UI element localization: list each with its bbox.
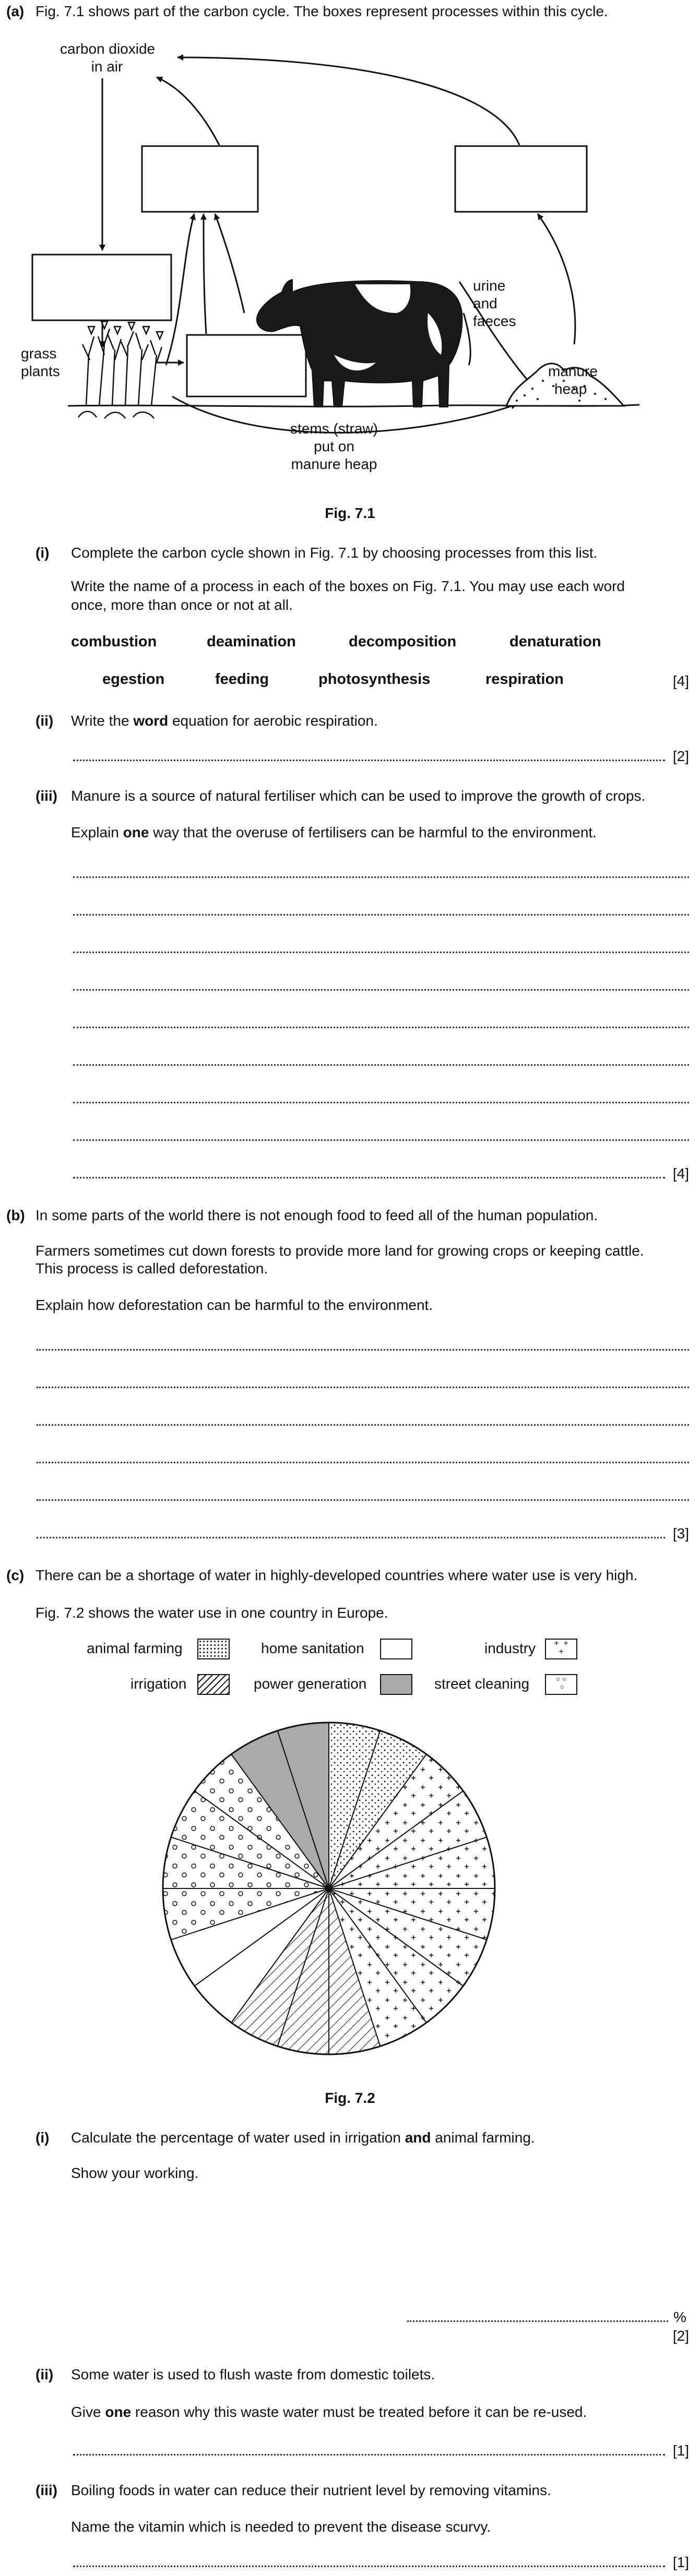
co2-label-line2: in air: [91, 58, 123, 75]
question-c-i-label: (i): [35, 2129, 50, 2146]
legend-swatch-power-generation: [380, 1674, 412, 1695]
marks-c-i: [2]: [672, 2328, 689, 2344]
legend-label-power-generation: power generation: [254, 1676, 367, 1692]
arrow-cow-to-top-left-box: [215, 214, 244, 313]
answer-line-b[interactable]: [37, 1424, 689, 1426]
heap-label-line2: heap: [554, 381, 587, 397]
legend-swatch-irrigation: [197, 1674, 230, 1695]
word-option: deamination: [207, 633, 296, 650]
answer-line-a-iii[interactable]: [73, 1027, 689, 1028]
arrow-bottom-box-to-top-left-box: [204, 214, 206, 334]
stems-label-line3: manure heap: [291, 456, 377, 472]
answer-line-b[interactable]: [37, 1537, 665, 1538]
marks-a-i: [4]: [672, 673, 689, 689]
answer-line-b[interactable]: [37, 1349, 689, 1351]
legend-swatch-street-cleaning: ○ ○ ○: [545, 1674, 577, 1695]
question-a-iii-line1: Manure is a source of natural fertiliser which can be used to improve the growth of crops.: [71, 788, 646, 804]
answer-line-a-ii[interactable]: [73, 760, 665, 761]
question-c-i-line2: Show your working.: [71, 2165, 199, 2181]
fig-7-1-caption: Fig. 7.1: [325, 505, 375, 521]
question-c-iii-label: (iii): [35, 2482, 57, 2498]
answer-line-a-iii[interactable]: [73, 1177, 665, 1178]
stems-label-line2: put on: [314, 438, 354, 454]
stems-label-line1: stems (straw): [290, 420, 378, 437]
answer-line-c-iii[interactable]: [73, 2566, 665, 2567]
carbon-cycle-diagram: [0, 21, 700, 480]
legend-label-industry: industry: [484, 1640, 536, 1656]
question-a-i-line2: Write the name of a process in each of the boxes on Fig. 7.1. You may use each word: [71, 578, 625, 594]
heap-label-line1: manure: [548, 363, 598, 379]
question-c-iii-line2: Name the vitamin which is needed to prevent the disease scurvy.: [71, 2519, 491, 2535]
word-option: denaturation: [509, 633, 601, 650]
legend-swatch-home-sanitation: [380, 1639, 412, 1659]
answer-line-a-iii[interactable]: [73, 1064, 689, 1066]
answer-line-a-iii[interactable]: [73, 876, 689, 878]
answer-line-a-iii[interactable]: [73, 914, 689, 916]
word-option: respiration: [485, 671, 564, 688]
process-box-top-right[interactable]: [455, 146, 587, 212]
question-a-iii-line2: Explain one way that the overuse of fertilisers can be harmful to the environment.: [71, 824, 597, 840]
answer-line-a-iii[interactable]: [73, 1139, 689, 1141]
part-a-label: (a): [6, 3, 25, 19]
question-a-iii-label: (iii): [35, 788, 57, 804]
question-c-ii-label: (ii): [35, 2366, 54, 2382]
word-option: feeding: [215, 671, 269, 688]
question-c-ii-line1: Some water is used to flush waste from domestic toilets.: [71, 2366, 435, 2382]
grass-plants-icon: [78, 321, 163, 418]
word-option: decomposition: [349, 633, 457, 650]
word-option: egestion: [102, 671, 165, 688]
part-b-line4: Explain how deforestation can be harmful to the environment.: [35, 1297, 433, 1313]
legend-label-home-sanitation: home sanitation: [261, 1640, 364, 1656]
legend-swatch-animal-farming: [197, 1639, 230, 1659]
urine-label-line1: urine: [473, 278, 506, 294]
grass-label-line2: plants: [21, 363, 60, 379]
legend-label-street-cleaning: street cleaning: [434, 1676, 530, 1692]
grass-label-line1: grass: [21, 345, 57, 362]
question-a-ii-label: (ii): [35, 713, 54, 729]
part-c-line2: Fig. 7.2 shows the water use in one country in Europe.: [35, 1605, 388, 1621]
word-option: photosynthesis: [318, 671, 431, 688]
part-a-intro: Fig. 7.1 shows part of the carbon cycle. The boxes represent processes within this cycle.: [35, 3, 608, 19]
urine-label-line2: and: [473, 295, 497, 311]
word-option: combustion: [71, 633, 157, 650]
question-c-i-line1: Calculate the percentage of water used in irrigation and animal farming.: [71, 2129, 535, 2146]
legend-label-animal-farming: animal farming: [87, 1640, 183, 1656]
arrow-top-left-box-to-co2: [157, 77, 219, 145]
fig-7-2-caption: Fig. 7.2: [325, 2090, 375, 2106]
water-use-pie-chart: [151, 1711, 506, 2066]
marks-a-ii: [2]: [672, 748, 689, 764]
question-a-i-line1: Complete the carbon cycle shown in Fig. 7.1 by choosing processes from this list.: [71, 545, 598, 561]
marks-c-ii: [1]: [672, 2442, 689, 2459]
process-box-bottom[interactable]: [187, 335, 306, 396]
answer-line-a-iii[interactable]: [73, 952, 689, 953]
answer-line-a-iii[interactable]: [73, 1102, 689, 1103]
answer-line-a-iii[interactable]: [73, 989, 689, 991]
process-box-top-left[interactable]: [142, 146, 258, 212]
answer-line-b[interactable]: [37, 1499, 689, 1501]
answer-line-b[interactable]: [37, 1462, 689, 1463]
question-c-iii-line1: Boiling foods in water can reduce their nutrient level by removing vitamins.: [71, 2482, 551, 2498]
legend-swatch-industry: + + +: [545, 1639, 577, 1659]
process-box-left[interactable]: [32, 255, 171, 320]
percent-unit: %: [673, 2309, 686, 2325]
marks-c-iii: [1]: [672, 2554, 689, 2570]
part-c-line1: There can be a shortage of water in highly-developed countries where water use is very high.: [35, 1567, 638, 1583]
co2-label-line1: carbon dioxide: [60, 41, 156, 57]
arrow-top-right-box-to-co2: [177, 57, 519, 145]
part-b-line1: In some parts of the world there is not enough food to feed all of the human population.: [35, 1207, 598, 1223]
question-a-i-line3: once, more than once or not at all.: [71, 597, 293, 613]
part-b-line3: This process is called deforestation.: [35, 1260, 268, 1277]
part-c-label: (c): [6, 1567, 25, 1583]
arrow-heap-to-top-right-box: [538, 214, 575, 344]
question-c-ii-line2: Give one reason why this waste water must be treated before it can be re-used.: [71, 2404, 587, 2420]
answer-line-b[interactable]: [37, 1387, 689, 1388]
urine-label-line3: faeces: [473, 313, 516, 329]
question-a-ii-text: Write the word equation for aerobic respiration.: [71, 713, 378, 729]
marks-a-iii: [4]: [672, 1165, 689, 1182]
answer-line-c-ii[interactable]: [73, 2454, 665, 2455]
part-b-line2: Farmers sometimes cut down forests to provide more land for growing crops or keeping cattle.: [35, 1243, 644, 1259]
marks-b: [3]: [672, 1525, 689, 1542]
part-b-label: (b): [6, 1207, 25, 1223]
answer-line-c-i[interactable]: [407, 2320, 668, 2322]
question-a-i-label: (i): [35, 545, 50, 561]
legend-label-irrigation: irrigation: [130, 1676, 187, 1692]
